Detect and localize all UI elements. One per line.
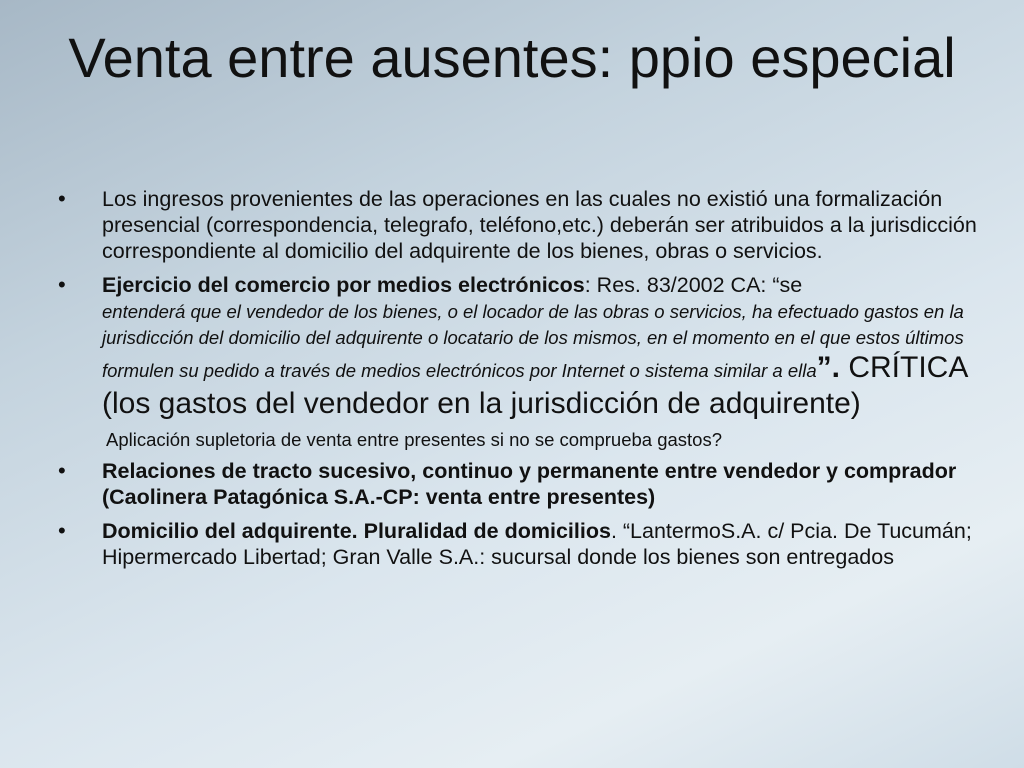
item-critica: CRÍTICA (los gastos del vendedor en la jurisdicción de adquirente)	[102, 351, 967, 420]
item-quote: entenderá que el vendedor de los bienes, o el locador de las obras o servicios, ha efectuado gastos en la jurisdicción del domicilio del adquirente o locatario de los mismos, en el momento en el que estos últimos formulen su pedido a través de medios electrónicos por Internet o sistema similar a ella	[102, 301, 964, 381]
list-item	[58, 186, 978, 264]
item-note: Aplicación supletoria de venta entre presentes si no se comprueba gastos?	[106, 429, 723, 450]
list-item	[58, 272, 978, 422]
slide-title: Venta entre ausentes: ppio especial	[68, 26, 956, 89]
bullet-icon: •	[58, 272, 66, 297]
bullet-icon: •	[58, 458, 66, 483]
item-text: Relaciones de tracto sucesivo, continuo y permanente entre vendedor y comprador (Caolinera Patagónica S.A.-CP: venta entre presentes)	[102, 459, 957, 509]
item-reference: : Res. 83/2002 CA: “se	[584, 273, 803, 297]
bullet-icon: •	[58, 518, 66, 543]
item-bold-heading: Ejercicio del comercio por medios electrónicos	[102, 273, 585, 297]
item-text	[102, 518, 978, 570]
item-text	[102, 272, 978, 422]
bullet-list	[58, 186, 978, 576]
bullet-icon: •	[58, 186, 66, 211]
item-bold-heading: Domicilio del adquirente. Pluralidad de domicilios	[102, 519, 611, 543]
list-item	[58, 458, 978, 510]
list-item	[58, 518, 978, 570]
item-quote-close: ”.	[816, 351, 849, 384]
item-body: . “LantermoS.A. c/ Pcia. De Tucumán; Hipermercado Libertad; Gran Valle S.A.: sucursal donde los bienes son entregados	[102, 519, 972, 569]
item-text: Los ingresos provenientes de las operaciones en las cuales no existió una formalización presencial (correspondencia, telegrafo, teléfono,etc.) deberán ser atribuidos a la jurisdicción correspondiente al domicilio del adquirente de los bienes, obras o servicios.	[102, 187, 977, 263]
